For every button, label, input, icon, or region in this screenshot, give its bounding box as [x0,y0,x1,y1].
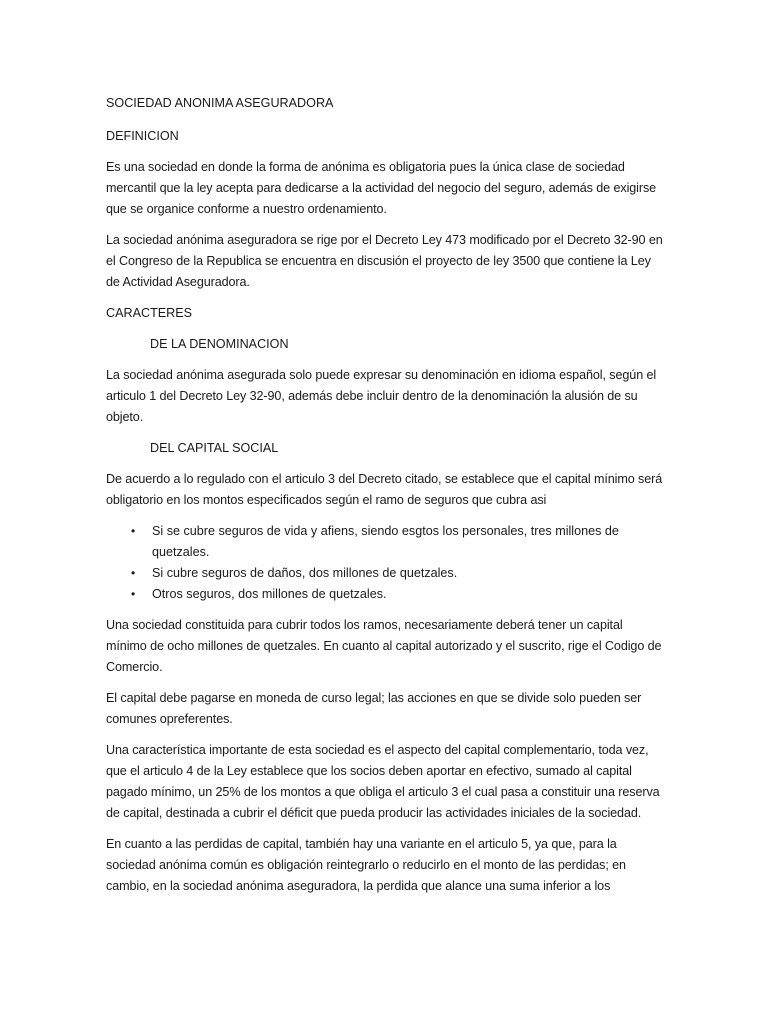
document-title: SOCIEDAD ANONIMA ASEGURADORA [106,96,334,110]
paragraph-moneda: El capital debe pagarse en moneda de curso legal; las acciones en que se divide solo pueden ser comunes opreferentes. [106,691,642,726]
list-item-text: Si cubre seguros de daños, dos millones de quetzales. [152,566,458,580]
list-item-text: Otros seguros, dos millones de quetzales. [152,587,387,601]
subheading-capital-social: DEL CAPITAL SOCIAL [150,441,279,455]
section-heading-caracteres: CARACTERES [106,306,193,320]
bullet-icon: • [131,524,136,538]
bullet-list-ramos [106,521,666,605]
document-page [106,93,666,907]
bullet-icon: • [131,587,136,601]
list-item [106,563,666,584]
paragraph-regulacion: La sociedad anónima aseguradora se rige por el Decreto Ley 473 modificado por el Decreto 32-90 en el Congreso de la Republica se encuentra en discusión el proyecto de ley 3500 que contiene la Ley de Actividad Aseguradora. [106,233,663,289]
paragraph-definicion: Es una sociedad en donde la forma de anónima es obligatoria pues la única clase de sociedad mercantil que la ley acepta para dedicarse a la actividad del negocio del seguro, además de exigirse que se organice conforme a nuestro ordenamiento. [106,160,657,216]
paragraph-todos-los-ramos: Una sociedad constituida para cubrir todos los ramos, necesariamente deberá tener un capital mínimo de ocho millones de quetzales. En cuanto al capital autorizado y el suscrito, rige el Codigo de Comercio. [106,618,662,674]
paragraph-perdidas: En cuanto a las perdidas de capital, también hay una variante en el articulo 5, ya que, para la sociedad anónima común es obligación reintegrarlo o reducirlo en el monto de las perdidas; en cambio, en la sociedad anónima aseguradora, la perdida que alance una suma inferior a los [106,837,626,893]
paragraph-capital-complementario: Una característica importante de esta sociedad es el aspecto del capital complementario, toda vez, que el articulo 4 de la Ley establece que los socios deben aportar en efectivo, sumado al capital pagado mínimo, un 25% de los montos a que obliga el articulo 3 el cual pasa a constituir una reserva de capital, destinada a cubrir el déficit que pueda producir las actividades iniciales de la sociedad. [106,743,660,820]
list-item-text: Si se cubre seguros de vida y afiens, siendo esgtos los personales, tres millones de quetzales. [152,524,619,559]
paragraph-denominacion: La sociedad anónima asegurada solo puede expresar su denominación en idioma español, según el articulo 1 del Decreto Ley 32-90, además debe incluir dentro de la denominación la alusión de su objeto. [106,368,657,424]
section-heading-definicion: DEFINICION [106,129,179,143]
paragraph-capital-minimo: De acuerdo a lo regulado con el articulo 3 del Decreto citado, se establece que el capital mínimo será obligatorio en los montos especificados según el ramo de seguros que cubra asi [106,472,663,507]
subheading-denominacion: DE LA DENOMINACION [150,337,289,351]
list-item [106,584,666,605]
bullet-icon: • [131,566,136,580]
list-item [106,521,666,563]
